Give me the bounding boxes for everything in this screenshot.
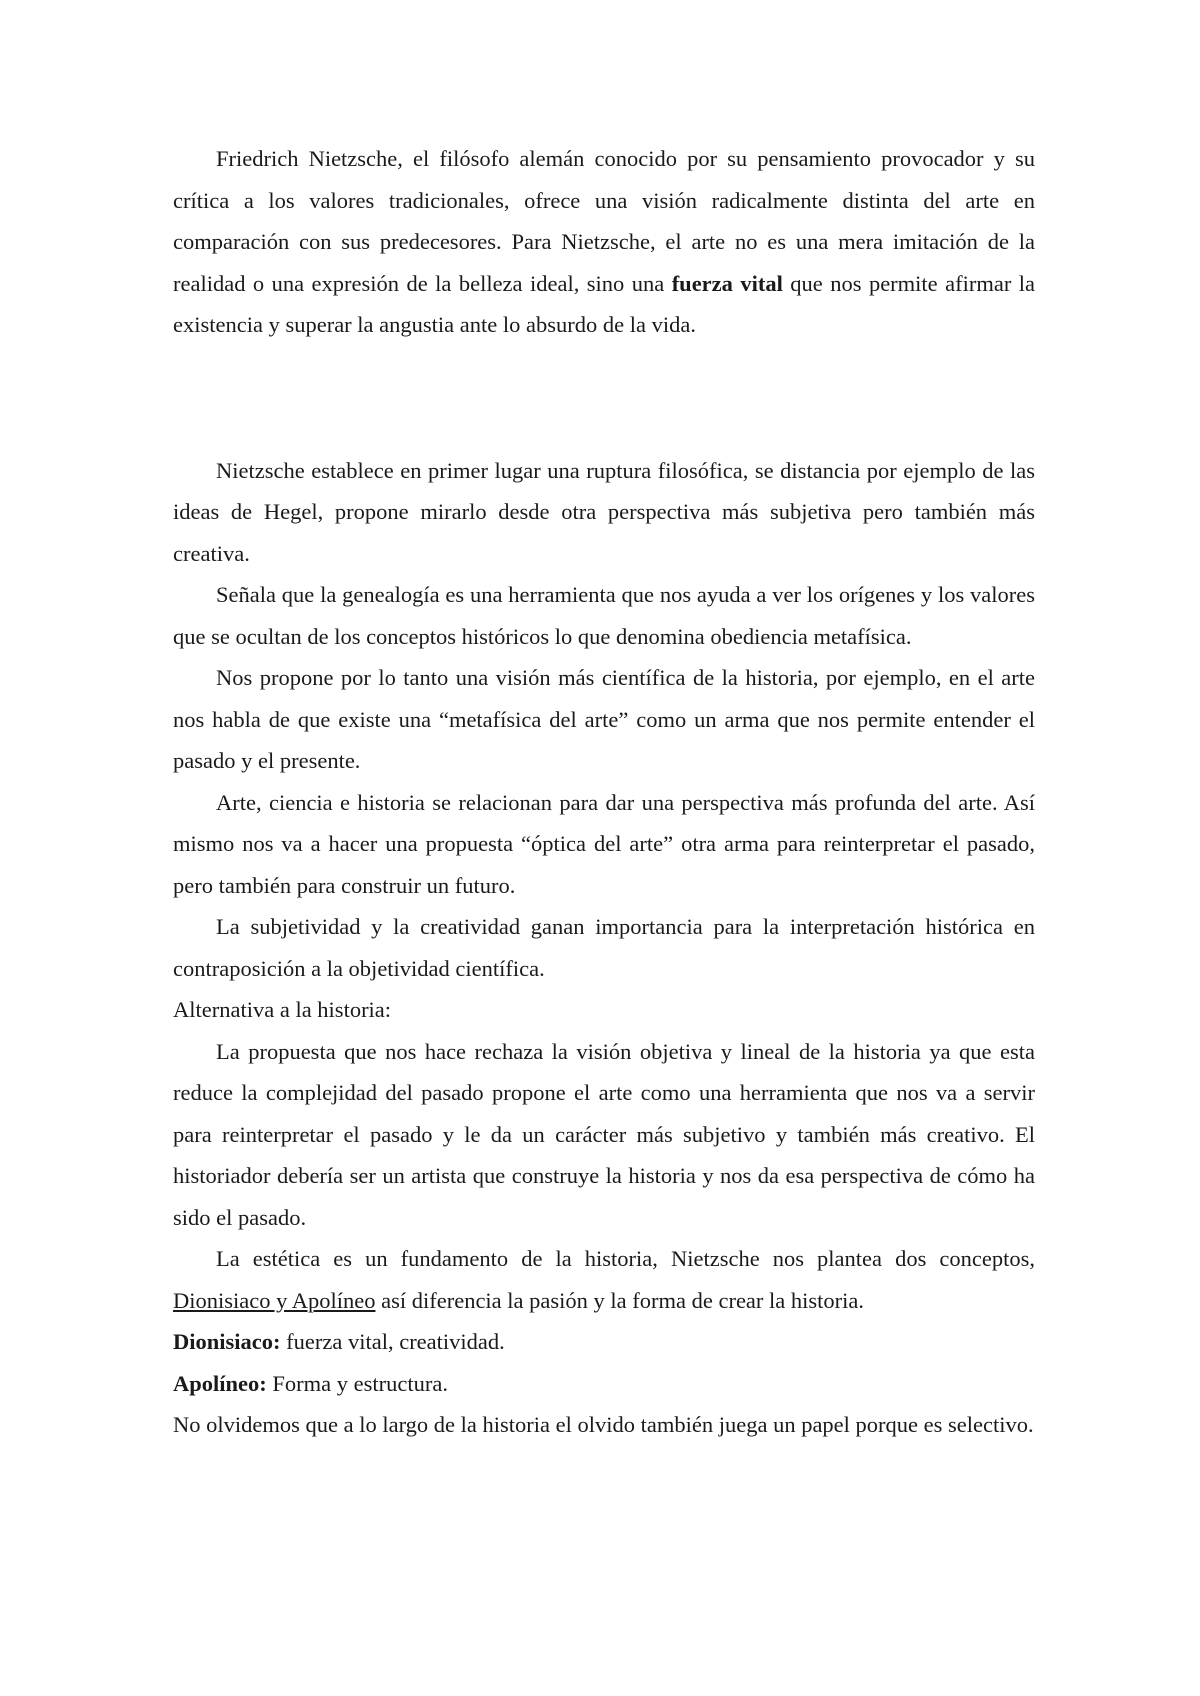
section-heading: Alternativa a la historia: xyxy=(173,997,392,1022)
underlined-concepts: Dionisiaco y Apolíneo xyxy=(173,1287,376,1313)
definition-term-apolineo: Apolíneo: xyxy=(173,1370,267,1396)
intro-text-end: que nos permite afirmar la existencia y superar la angustia ante lo absurdo de la vida. xyxy=(173,270,1036,337)
intro-text-start: Friedrich Nietzsche, el filósofo alemán conocido por su pensamiento provocador y su crítica a los valores tradicionales, ofrece una visión radicalmente distinta del arte en comparación con sus predecesores. Para Nietzsche, el arte no es una mera imitación de la realidad o una expresión de la belleza ideal, sino una xyxy=(173,146,1035,296)
intro-paragraph xyxy=(173,138,1035,346)
bold-phrase-fuerza-vital: fuerza vital xyxy=(671,270,783,296)
rupture-paragraph: Nietzsche establece en primer lugar una ruptura filosófica, se distancia por ejemplo de las ideas de Hegel, propone mirarlo desde otra perspectiva más subjetiva pero también más creativa. xyxy=(173,457,1035,566)
aesthetics-text-start: La estética es un fundamento de la historia, Nietzsche nos plantea dos conceptos, xyxy=(216,1246,1035,1271)
closing-paragraph: No olvidemos que a lo largo de la historia el olvido también juega un papel porque es selectivo. xyxy=(173,1412,1034,1437)
art-science-history-paragraph: Arte, ciencia e historia se relacionan para dar una perspectiva más profunda del arte. Así mismo nos va a hacer una propuesta “óptica del arte” otra arma para reinterpretar el pasado, pero también para construir un futuro. xyxy=(173,789,1035,898)
definition-dionisiaco xyxy=(173,1321,1035,1363)
definition-text-dionisiaco: fuerza vital, creatividad. xyxy=(280,1329,505,1354)
definition-apolineo xyxy=(173,1363,1035,1405)
paragraph-spacer xyxy=(173,346,1035,450)
subjectivity-paragraph: La subjetividad y la creatividad ganan importancia para la interpretación histórica en contraposición a la objetividad científica. xyxy=(173,914,1035,981)
scientific-vision-paragraph: Nos propone por lo tanto una visión más científica de la historia, por ejemplo, en el arte nos habla de que existe una “metafísica del arte” como un arma que nos permite entender el pasado y el presente. xyxy=(173,665,1035,773)
proposal-paragraph: La propuesta que nos hace rechaza la visión objetiva y lineal de la historia ya que esta reduce la complejidad del pasado propone el arte como una herramienta que nos va a servir para reinterpretar el pasado y le da un carácter más subjetivo y también más creativo. El historiador debería ser un artista que construye la historia y nos da esa perspectiva de cómo ha sido el pasado. xyxy=(173,1038,1035,1230)
genealogy-paragraph: Señala que la genealogía es una herramienta que nos ayuda a ver los orígenes y los valores que se ocultan de los conceptos históricos lo que denomina obediencia metafísica. xyxy=(173,582,1035,649)
document-body xyxy=(173,138,1035,1446)
aesthetics-paragraph xyxy=(173,1238,1035,1321)
definition-term-dionisiaco: Dionisiaco: xyxy=(173,1329,281,1354)
aesthetics-text-end: así diferencia la pasión y la forma de crear la historia. xyxy=(375,1287,865,1313)
definition-text-apolineo: Forma y estructura. xyxy=(266,1370,448,1396)
